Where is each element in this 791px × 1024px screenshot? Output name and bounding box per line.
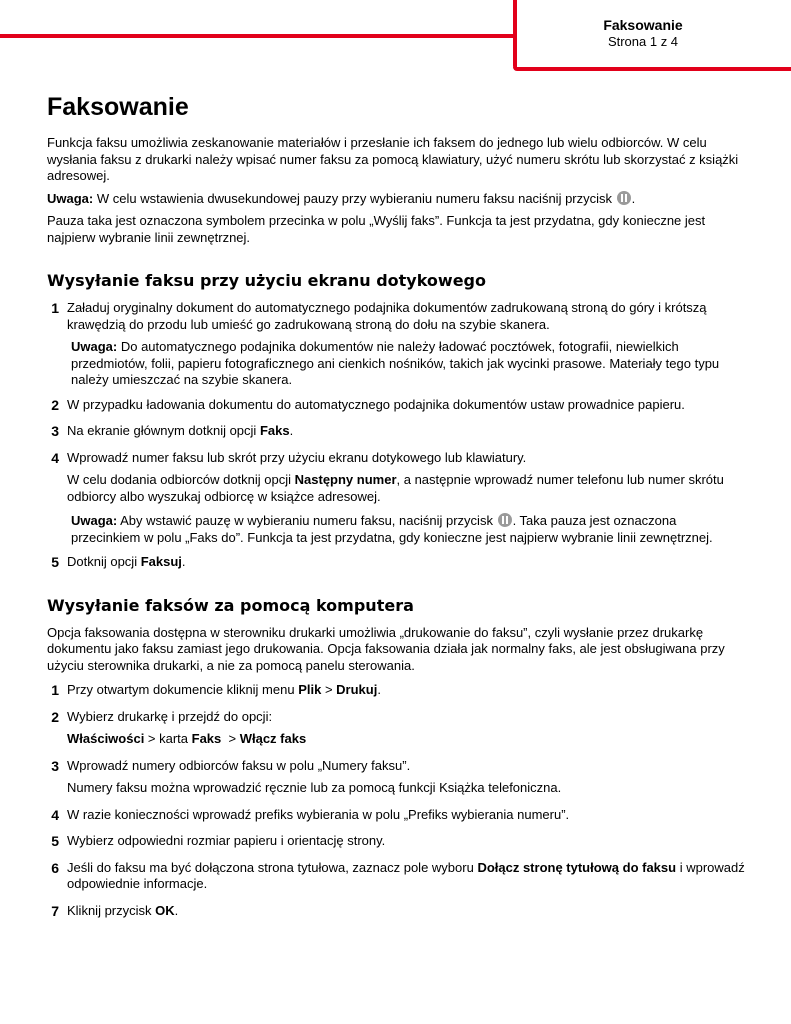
list-item: 1 Przy otwartym dokumencie kliknij menu Plik > Drukuj. bbox=[47, 682, 747, 699]
intro-paragraph: Funkcja faksu umożliwia zeskanowanie materiałów i przesłanie ich faksem do jednego lub wielu odbiorców. W celu wysłania faksu z drukarki należy wpisać numer faksu za pomocą klawiatury, użyć numeru skrótu lub skorzystać z książki adresowej. bbox=[47, 135, 739, 183]
list-item: 7 Kliknij przycisk OK. bbox=[47, 903, 747, 920]
step-number: 1 bbox=[51, 300, 59, 316]
list-item: 6 Jeśli do faksu ma być dołączona strona tytułowa, zaznacz pole wyboru Dołącz stronę tytułową do faksu i wprowadź odpowiednie informacje. bbox=[47, 860, 747, 893]
list-item: 3 Na ekranie głównym dotknij opcji Faks. bbox=[47, 423, 747, 440]
step-number: 3 bbox=[51, 423, 59, 439]
list-item: 3 Wprowadź numery odbiorców faksu w polu „Numery faksu”. bbox=[47, 758, 747, 775]
list-item: 2 W przypadku ładowania dokumentu do automatycznego podajnika dokumentów ustaw prowadnice papieru. bbox=[47, 397, 747, 414]
menu-path: Właściwości > karta Faks > Włącz faks bbox=[67, 731, 307, 746]
step-number: 6 bbox=[51, 859, 59, 876]
list-item: 4 W razie konieczności wprowadź prefiks wybierania w polu „Prefiks wybierania numeru”. bbox=[47, 807, 747, 824]
running-header bbox=[560, 17, 726, 50]
step-number: 3 bbox=[51, 757, 59, 774]
step-number: 4 bbox=[51, 806, 59, 823]
step-note: Uwaga: Aby wstawić pauzę w wybieraniu numeru faksu, naciśnij przycisk . Taka pauza jest oznaczona przecinkiem w polu „Faks do”. Funkcja ta jest przydatna, gdy konieczne jest najpierw wybranie linii zewnętrznej. bbox=[71, 513, 713, 545]
step-detail: W celu dodania odbiorców dotknij opcji Następny numer, a następnie wprowadź numer telefonu lub numer skrótu odbiorcy albo wyszukaj odbiorcę w książce adresowej. bbox=[67, 472, 724, 504]
section-intro: Opcja faksowania dostępna w sterowniku drukarki umożliwia „drukowanie do faksu”, czyli wysłanie przez drukarkę dokumentu jako faksu zamiast jego drukowania. Opcja faksowania działa jak normalny faks, ale jest obsługiwana przy użyciu sterownika drukarki, a nie za pomocą panelu sterowania. bbox=[47, 624, 725, 673]
page-title: Faksowanie bbox=[47, 93, 189, 121]
list-item: 1 Załaduj oryginalny dokument do automatycznego podajnika dokumentów zadrukowaną stroną do góry i krótszą krawędzią do przodu lub umieść go zadrukowaną stroną do dołu na szybie skanera. bbox=[47, 300, 747, 333]
step-number: 7 bbox=[51, 902, 59, 919]
step-note: Uwaga: Do automatycznego podajnika dokumentów nie należy ładować pocztówek, fotografii, niewielkich przedmiotów, folii, papieru fotograficznego ani cienkich nośników, takich jak wycinki prasowe. Materiały tego typu należy umieszczać na szybie skanera. bbox=[71, 339, 720, 387]
note-pause: Uwaga: W celu wstawienia dwusekundowej pauzy przy wybieraniu numeru faksu naciśnij przycisk . bbox=[47, 190, 636, 206]
running-header-title: Faksowanie bbox=[603, 17, 683, 33]
section-heading-computer: Wysyłanie faksów za pomocą komputera bbox=[47, 595, 414, 615]
header-rule-horizontal bbox=[0, 34, 517, 38]
step-number: 1 bbox=[51, 682, 59, 698]
section-heading-touchscreen: Wysyłanie faksu przy użyciu ekranu dotykowego bbox=[47, 271, 486, 290]
document-body bbox=[47, 92, 747, 919]
header-rule-bottom bbox=[513, 67, 791, 71]
list-item: 5 Wybierz odpowiedni rozmiar papieru i orientację strony. bbox=[47, 833, 747, 850]
header-rule-vertical bbox=[513, 0, 517, 70]
list-item: 2 Wybierz drukarkę i przejdź do opcji: bbox=[47, 709, 747, 726]
pause-icon bbox=[617, 191, 631, 205]
step-number: 5 bbox=[51, 833, 59, 849]
step-number: 5 bbox=[51, 554, 59, 570]
list-item: 5 Dotknij opcji Faksuj. bbox=[47, 554, 747, 571]
pause-paragraph: Pauza taka jest oznaczona symbolem przecinka w polu „Wyślij faks”. Funkcja ta jest przydatna, gdy konieczne jest najpierw wybranie linii zewnętrznej. bbox=[47, 213, 706, 245]
step-number: 4 bbox=[51, 449, 59, 466]
page-number: Strona 1 z 4 bbox=[607, 34, 679, 49]
note-label: Uwaga: bbox=[47, 190, 94, 206]
list-item: 4 Wprowadź numer faksu lub skrót przy użyciu ekranu dotykowego lub klawiatury. bbox=[47, 450, 747, 467]
step-detail: Numery faksu można wprowadzić ręcznie lub za pomocą funkcji Książka telefoniczna. bbox=[67, 780, 562, 795]
step-number: 2 bbox=[51, 708, 59, 725]
step-number: 2 bbox=[51, 396, 59, 413]
pause-icon bbox=[498, 513, 512, 527]
